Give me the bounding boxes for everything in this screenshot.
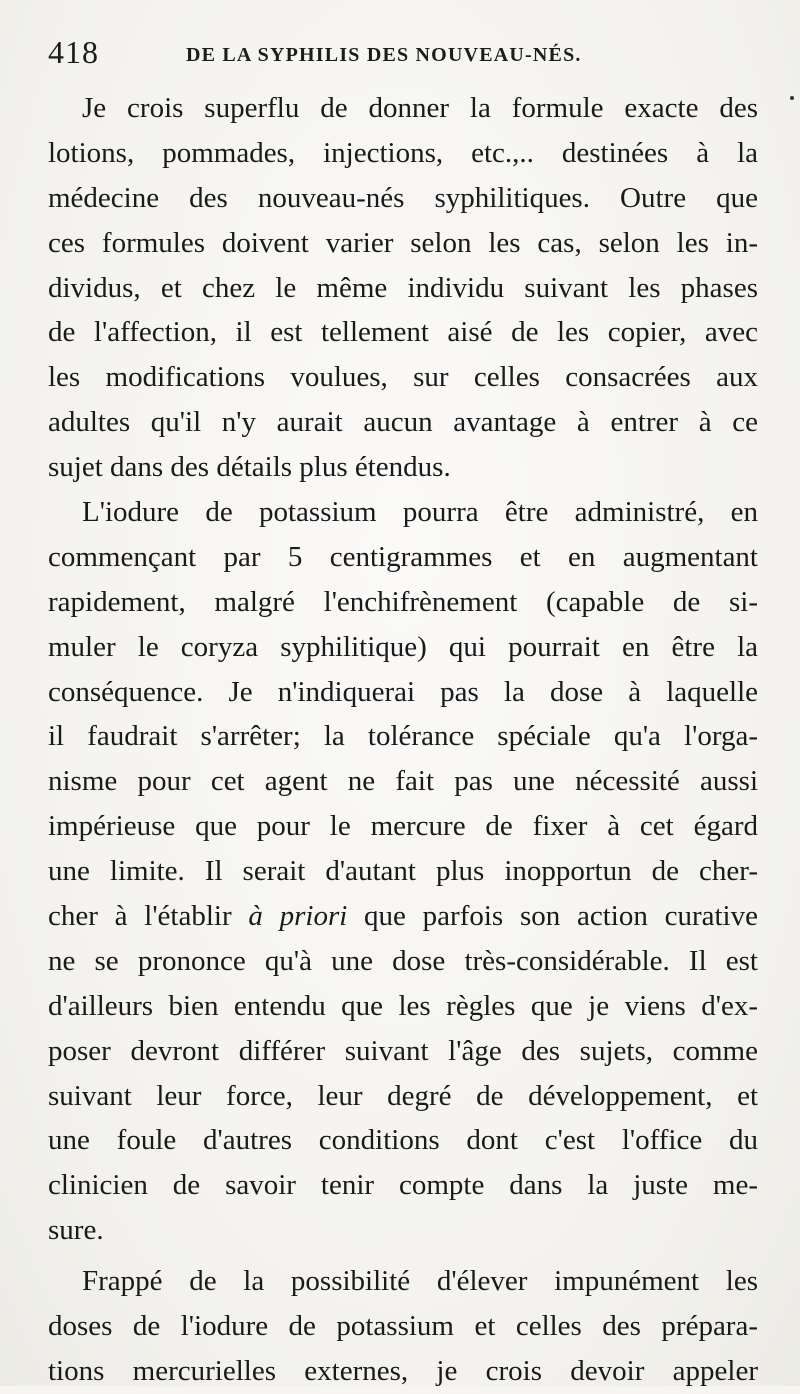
italic-phrase: à priori xyxy=(248,900,348,933)
text-line: de l'affection, il est tellement aisé de les copier, avec xyxy=(48,316,758,349)
text-line: rapidement, malgré l'enchifrènement (capable de si- xyxy=(48,585,758,618)
text-line: nisme pour cet agent ne fait pas une nécessité aussi xyxy=(48,765,758,798)
text-fragment: cher à l'établir xyxy=(48,900,249,933)
body-text xyxy=(48,86,758,1394)
text-line: tions mercurielles externes, je crois devoir appeler xyxy=(48,1354,758,1387)
text-line: poser devront différer suivant l'âge des sujets, comme xyxy=(48,1034,758,1067)
text-line: conséquence. Je n'indiquerai pas la dose à laquelle xyxy=(48,675,758,708)
text-line: L'iodure de potassium pourra être administré, en xyxy=(82,496,758,529)
text-line: une limite. Il serait d'autant plus inopportun de cher- xyxy=(48,855,758,888)
text-line: Je crois superflu de donner la formule exacte des xyxy=(82,92,758,124)
text-line: clinicien de savoir tenir compte dans la juste me- xyxy=(48,1169,758,1202)
text-line: une foule d'autres conditions dont c'est l'office du xyxy=(48,1124,758,1157)
text-line: médecine des nouveau-nés syphilitiques. Outre que xyxy=(48,181,758,214)
text-line-with-italic xyxy=(48,894,758,939)
text-line: impérieuse que pour le mercure de fixer à cet égard xyxy=(48,810,758,843)
text-line: commençant par 5 centigrammes et en augmentant xyxy=(48,540,758,573)
page-number: 418 xyxy=(48,34,99,70)
text-line: ces formules doivent varier selon les cas, selon les in- xyxy=(48,226,758,259)
ink-speck xyxy=(790,96,794,100)
text-line: dividus, et chez le même individu suivant les phases xyxy=(48,271,758,304)
text-line: ne se prononce qu'à une dose très-considérable. Il est xyxy=(48,944,758,977)
page-header xyxy=(48,34,748,78)
text-line: Frappé de la possibilité d'élever impunément les xyxy=(82,1265,758,1298)
text-line: les modifications voulues, sur celles consacrées aux xyxy=(48,361,758,394)
text-line: sure. xyxy=(48,1214,104,1247)
running-head: DE LA SYPHILIS DES NOUVEAU-NÉS. xyxy=(186,44,582,66)
text-line: doses de l'iodure de potassium et celles des prépara- xyxy=(48,1310,758,1343)
text-line: d'ailleurs bien entendu que les règles que je viens d'ex- xyxy=(48,989,758,1022)
text-line: sujet dans des détails plus étendus. xyxy=(48,451,451,484)
text-line: suivant leur force, leur degré de développement, et xyxy=(48,1079,758,1112)
text-line: adultes qu'il n'y aurait aucun avantage à entrer à ce xyxy=(48,406,758,439)
text-line: muler le coryza syphilitique) qui pourrait en être la xyxy=(48,630,758,663)
text-fragment: que parfois son action curative xyxy=(347,900,758,933)
text-line: il faudrait s'arrêter; la tolérance spéciale qu'a l'orga- xyxy=(48,720,758,753)
text-line: lotions, pommades, injections, etc.,.. destinées à la xyxy=(48,136,758,169)
